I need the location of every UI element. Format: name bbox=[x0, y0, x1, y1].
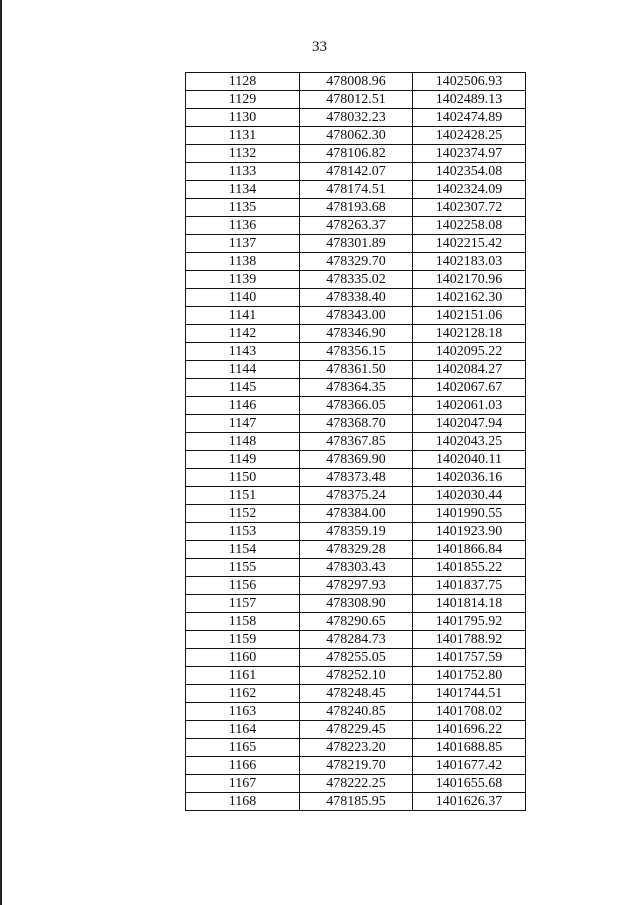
x-coordinate-cell: 478142.07 bbox=[300, 163, 413, 181]
point-number-cell: 1128 bbox=[186, 73, 300, 91]
point-number-cell: 1131 bbox=[186, 127, 300, 145]
y-coordinate-cell: 1401814.18 bbox=[413, 595, 526, 613]
y-coordinate-cell: 1401837.75 bbox=[413, 577, 526, 595]
table-row bbox=[186, 685, 526, 703]
x-coordinate-cell: 478185.95 bbox=[300, 793, 413, 811]
y-coordinate-cell: 1402047.94 bbox=[413, 415, 526, 433]
y-coordinate-cell: 1402428.25 bbox=[413, 127, 526, 145]
x-coordinate-cell: 478364.35 bbox=[300, 379, 413, 397]
point-number-cell: 1159 bbox=[186, 631, 300, 649]
point-number-cell: 1152 bbox=[186, 505, 300, 523]
x-coordinate-cell: 478290.65 bbox=[300, 613, 413, 631]
y-coordinate-cell: 1402036.16 bbox=[413, 469, 526, 487]
x-coordinate-cell: 478338.40 bbox=[300, 289, 413, 307]
point-number-cell: 1165 bbox=[186, 739, 300, 757]
table-row bbox=[186, 361, 526, 379]
y-coordinate-cell: 1401990.55 bbox=[413, 505, 526, 523]
y-coordinate-cell: 1401752.80 bbox=[413, 667, 526, 685]
x-coordinate-cell: 478384.00 bbox=[300, 505, 413, 523]
point-number-cell: 1151 bbox=[186, 487, 300, 505]
y-coordinate-cell: 1402030.44 bbox=[413, 487, 526, 505]
y-coordinate-cell: 1402084.27 bbox=[413, 361, 526, 379]
table-row bbox=[186, 703, 526, 721]
table-row bbox=[186, 379, 526, 397]
point-number-cell: 1129 bbox=[186, 91, 300, 109]
point-number-cell: 1161 bbox=[186, 667, 300, 685]
x-coordinate-cell: 478369.90 bbox=[300, 451, 413, 469]
point-number-cell: 1160 bbox=[186, 649, 300, 667]
x-coordinate-cell: 478335.02 bbox=[300, 271, 413, 289]
y-coordinate-cell: 1402324.09 bbox=[413, 181, 526, 199]
y-coordinate-cell: 1402258.08 bbox=[413, 217, 526, 235]
table-row bbox=[186, 487, 526, 505]
y-coordinate-cell: 1402061.03 bbox=[413, 397, 526, 415]
table-row bbox=[186, 613, 526, 631]
table-row bbox=[186, 649, 526, 667]
point-number-cell: 1140 bbox=[186, 289, 300, 307]
y-coordinate-cell: 1402170.96 bbox=[413, 271, 526, 289]
y-coordinate-cell: 1402067.67 bbox=[413, 379, 526, 397]
table-row bbox=[186, 289, 526, 307]
x-coordinate-cell: 478361.50 bbox=[300, 361, 413, 379]
table-row bbox=[186, 541, 526, 559]
table-row bbox=[186, 595, 526, 613]
y-coordinate-cell: 1401795.92 bbox=[413, 613, 526, 631]
x-coordinate-cell: 478229.45 bbox=[300, 721, 413, 739]
coordinates-table-body bbox=[186, 73, 526, 811]
table-row bbox=[186, 559, 526, 577]
table-row bbox=[186, 109, 526, 127]
y-coordinate-cell: 1402354.08 bbox=[413, 163, 526, 181]
y-coordinate-cell: 1401688.85 bbox=[413, 739, 526, 757]
x-coordinate-cell: 478248.45 bbox=[300, 685, 413, 703]
x-coordinate-cell: 478308.90 bbox=[300, 595, 413, 613]
table-row bbox=[186, 793, 526, 811]
x-coordinate-cell: 478346.90 bbox=[300, 325, 413, 343]
y-coordinate-cell: 1401655.68 bbox=[413, 775, 526, 793]
y-coordinate-cell: 1401788.92 bbox=[413, 631, 526, 649]
table-row bbox=[186, 235, 526, 253]
table-row bbox=[186, 163, 526, 181]
y-coordinate-cell: 1402043.25 bbox=[413, 433, 526, 451]
x-coordinate-cell: 478359.19 bbox=[300, 523, 413, 541]
x-coordinate-cell: 478303.43 bbox=[300, 559, 413, 577]
point-number-cell: 1144 bbox=[186, 361, 300, 379]
y-coordinate-cell: 1401866.84 bbox=[413, 541, 526, 559]
x-coordinate-cell: 478240.85 bbox=[300, 703, 413, 721]
y-coordinate-cell: 1402151.06 bbox=[413, 307, 526, 325]
table-row bbox=[186, 739, 526, 757]
coordinates-table bbox=[185, 72, 526, 811]
point-number-cell: 1147 bbox=[186, 415, 300, 433]
x-coordinate-cell: 478297.93 bbox=[300, 577, 413, 595]
y-coordinate-cell: 1402162.30 bbox=[413, 289, 526, 307]
y-coordinate-cell: 1402183.03 bbox=[413, 253, 526, 271]
x-coordinate-cell: 478329.28 bbox=[300, 541, 413, 559]
table-row bbox=[186, 505, 526, 523]
y-coordinate-cell: 1401626.37 bbox=[413, 793, 526, 811]
table-row bbox=[186, 667, 526, 685]
x-coordinate-cell: 478174.51 bbox=[300, 181, 413, 199]
x-coordinate-cell: 478263.37 bbox=[300, 217, 413, 235]
table-row bbox=[186, 325, 526, 343]
table-row bbox=[186, 433, 526, 451]
point-number-cell: 1142 bbox=[186, 325, 300, 343]
point-number-cell: 1156 bbox=[186, 577, 300, 595]
y-coordinate-cell: 1401696.22 bbox=[413, 721, 526, 739]
x-coordinate-cell: 478375.24 bbox=[300, 487, 413, 505]
table-row bbox=[186, 199, 526, 217]
x-coordinate-cell: 478343.00 bbox=[300, 307, 413, 325]
point-number-cell: 1150 bbox=[186, 469, 300, 487]
point-number-cell: 1164 bbox=[186, 721, 300, 739]
point-number-cell: 1157 bbox=[186, 595, 300, 613]
y-coordinate-cell: 1402474.89 bbox=[413, 109, 526, 127]
x-coordinate-cell: 478301.89 bbox=[300, 235, 413, 253]
point-number-cell: 1148 bbox=[186, 433, 300, 451]
point-number-cell: 1149 bbox=[186, 451, 300, 469]
x-coordinate-cell: 478012.51 bbox=[300, 91, 413, 109]
point-number-cell: 1162 bbox=[186, 685, 300, 703]
point-number-cell: 1166 bbox=[186, 757, 300, 775]
point-number-cell: 1137 bbox=[186, 235, 300, 253]
table-row bbox=[186, 577, 526, 595]
point-number-cell: 1163 bbox=[186, 703, 300, 721]
x-coordinate-cell: 478032.23 bbox=[300, 109, 413, 127]
y-coordinate-cell: 1402506.93 bbox=[413, 73, 526, 91]
x-coordinate-cell: 478366.05 bbox=[300, 397, 413, 415]
point-number-cell: 1139 bbox=[186, 271, 300, 289]
x-coordinate-cell: 478284.73 bbox=[300, 631, 413, 649]
table-row bbox=[186, 523, 526, 541]
table-row bbox=[186, 631, 526, 649]
point-number-cell: 1145 bbox=[186, 379, 300, 397]
point-number-cell: 1155 bbox=[186, 559, 300, 577]
point-number-cell: 1141 bbox=[186, 307, 300, 325]
point-number-cell: 1130 bbox=[186, 109, 300, 127]
table-row bbox=[186, 127, 526, 145]
y-coordinate-cell: 1402215.42 bbox=[413, 235, 526, 253]
table-row bbox=[186, 343, 526, 361]
table-row bbox=[186, 451, 526, 469]
y-coordinate-cell: 1402489.13 bbox=[413, 91, 526, 109]
table-row bbox=[186, 91, 526, 109]
y-coordinate-cell: 1401923.90 bbox=[413, 523, 526, 541]
point-number-cell: 1158 bbox=[186, 613, 300, 631]
x-coordinate-cell: 478373.48 bbox=[300, 469, 413, 487]
x-coordinate-cell: 478255.05 bbox=[300, 649, 413, 667]
table-row bbox=[186, 415, 526, 433]
y-coordinate-cell: 1401744.51 bbox=[413, 685, 526, 703]
y-coordinate-cell: 1401708.02 bbox=[413, 703, 526, 721]
table-row bbox=[186, 775, 526, 793]
table-row bbox=[186, 469, 526, 487]
point-number-cell: 1143 bbox=[186, 343, 300, 361]
y-coordinate-cell: 1401855.22 bbox=[413, 559, 526, 577]
y-coordinate-cell: 1402095.22 bbox=[413, 343, 526, 361]
y-coordinate-cell: 1402374.97 bbox=[413, 145, 526, 163]
table-row bbox=[186, 271, 526, 289]
x-coordinate-cell: 478252.10 bbox=[300, 667, 413, 685]
x-coordinate-cell: 478193.68 bbox=[300, 199, 413, 217]
x-coordinate-cell: 478062.30 bbox=[300, 127, 413, 145]
point-number-cell: 1168 bbox=[186, 793, 300, 811]
table-row bbox=[186, 217, 526, 235]
y-coordinate-cell: 1402128.18 bbox=[413, 325, 526, 343]
table-row bbox=[186, 721, 526, 739]
point-number-cell: 1146 bbox=[186, 397, 300, 415]
x-coordinate-cell: 478222.25 bbox=[300, 775, 413, 793]
y-coordinate-cell: 1401757.59 bbox=[413, 649, 526, 667]
x-coordinate-cell: 478367.85 bbox=[300, 433, 413, 451]
point-number-cell: 1154 bbox=[186, 541, 300, 559]
point-number-cell: 1138 bbox=[186, 253, 300, 271]
point-number-cell: 1153 bbox=[186, 523, 300, 541]
x-coordinate-cell: 478356.15 bbox=[300, 343, 413, 361]
table-row bbox=[186, 145, 526, 163]
table-row bbox=[186, 307, 526, 325]
x-coordinate-cell: 478329.70 bbox=[300, 253, 413, 271]
x-coordinate-cell: 478368.70 bbox=[300, 415, 413, 433]
x-coordinate-cell: 478106.82 bbox=[300, 145, 413, 163]
table-row bbox=[186, 181, 526, 199]
table-row bbox=[186, 397, 526, 415]
table-row bbox=[186, 73, 526, 91]
table-row bbox=[186, 253, 526, 271]
point-number-cell: 1135 bbox=[186, 199, 300, 217]
y-coordinate-cell: 1401677.42 bbox=[413, 757, 526, 775]
point-number-cell: 1136 bbox=[186, 217, 300, 235]
x-coordinate-cell: 478008.96 bbox=[300, 73, 413, 91]
page-left-edge bbox=[0, 0, 2, 905]
y-coordinate-cell: 1402040.11 bbox=[413, 451, 526, 469]
page-number: 33 bbox=[312, 39, 327, 55]
x-coordinate-cell: 478219.70 bbox=[300, 757, 413, 775]
y-coordinate-cell: 1402307.72 bbox=[413, 199, 526, 217]
table-row bbox=[186, 757, 526, 775]
point-number-cell: 1132 bbox=[186, 145, 300, 163]
point-number-cell: 1167 bbox=[186, 775, 300, 793]
point-number-cell: 1133 bbox=[186, 163, 300, 181]
point-number-cell: 1134 bbox=[186, 181, 300, 199]
x-coordinate-cell: 478223.20 bbox=[300, 739, 413, 757]
